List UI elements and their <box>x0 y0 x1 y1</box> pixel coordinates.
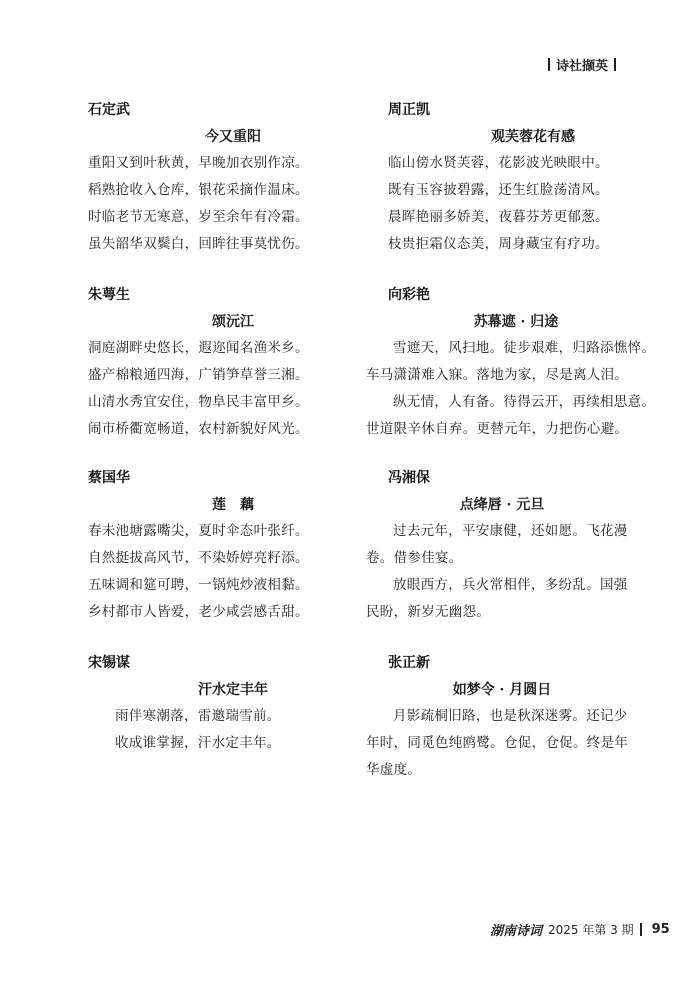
poem-line: 车马潇潇难入寐。落地为家，尽是离人泪。 <box>366 367 629 383</box>
divider-bar <box>614 58 616 71</box>
poem-line: 盛产棉粮通四海，广销笋草誉三湘。 <box>88 367 309 383</box>
poem-line: 雨伴寒潮落，雷邀瑞雪前。 <box>115 708 281 724</box>
page-footer <box>490 920 670 939</box>
poem-title: 汗水定丰年 <box>198 682 268 698</box>
poem-author: 宋锡谋 <box>88 655 130 671</box>
poem-line: 收成谁掌握，汗水定丰年。 <box>115 735 281 751</box>
divider-bar <box>640 923 642 936</box>
poem-line: 临山傍水贤芙蓉，花影波光映眼中。 <box>388 155 609 171</box>
poem-title: 如梦令 · 月圆日 <box>452 682 552 698</box>
poem-line: 枝贵拒霜仪态美，周身藏宝有疗功。 <box>388 236 609 252</box>
poem-title: 苏幕遮 · 归途 <box>473 314 559 330</box>
poem-line: 五味调和筵可聘，一锅炖炒液相黏。 <box>88 577 309 593</box>
poem-block <box>88 468 378 626</box>
poem-block <box>88 653 378 757</box>
poem-title: 点绛唇 · 元旦 <box>459 497 545 513</box>
poem-title: 观芙蓉花有感 <box>491 129 575 145</box>
poem-line: 重阳又到叶秋黄，早晚加衣别作凉。 <box>88 155 309 171</box>
poem-block <box>366 468 638 626</box>
poem-line: 时临老节无寒意，岁至余年有冷霜。 <box>88 209 309 225</box>
poem-author: 朱萼生 <box>88 287 130 303</box>
poem-title: 颂沅江 <box>212 314 254 330</box>
poem-line: 过去元年，平安康健，还如愿。飞花漫卷。借参佳宴。 <box>366 523 628 566</box>
poem-line: 闹市桥衢宽畅道，农村新貌好风光。 <box>88 421 309 437</box>
poem-block <box>366 285 666 443</box>
poem-line: 放眼西方，兵火常相伴，多纷乱。国强民盼，新岁无幽怨。 <box>366 577 628 620</box>
poem-block <box>88 100 378 258</box>
poem-author: 蔡国华 <box>88 470 130 486</box>
poem-block <box>388 100 678 258</box>
poem-line: 世道限辛休自弃。更替元年，力把伤心避。 <box>366 421 629 437</box>
poem-line: 雪遮天，风扫地。徒步艰难，归路添憔悴。 <box>393 340 656 356</box>
poem-line: 洞庭湖畔史悠长，遐迩闻名渔米乡。 <box>88 340 309 356</box>
poem-line: 山清水秀宜安住，物阜民丰富甲乡。 <box>88 394 309 410</box>
poem-line: 春未池塘露嘴尖，夏时伞态叶张纤。 <box>88 523 309 539</box>
poem-title: 莲 藕 <box>212 497 254 513</box>
poem-author: 向彩艳 <box>388 287 430 303</box>
poem-author: 张正新 <box>388 655 430 671</box>
page-number: 95 <box>651 922 670 937</box>
section-tag <box>548 55 616 74</box>
poem-line: 晨晖艳丽多娇美，夜暮芬芳更郁葱。 <box>388 209 609 225</box>
poem-title: 今又重阳 <box>205 129 261 145</box>
poem-author: 石定武 <box>88 102 130 118</box>
issue-label: 2025 年第 3 期 <box>548 923 634 937</box>
poem-line: 虽失韶华双鬓白，回眸往事莫忧伤。 <box>88 236 309 252</box>
poem-line: 自然挺拔高风节，不染娇婷亮籽添。 <box>88 550 309 566</box>
divider-bar <box>548 58 550 71</box>
poem-line: 纵无情，人有备。待得云开，再续相思意。 <box>393 394 656 410</box>
poem-line: 稻熟抢收入仓库，银花采摘作温床。 <box>88 182 309 198</box>
poem-line: 乡村都市人皆爱，老少咸尝感舌甜。 <box>88 604 309 620</box>
poem-line: 既有玉容披碧露，还生红脸荡清风。 <box>388 182 609 198</box>
section-title: 诗社撷英 <box>556 59 609 74</box>
magazine-logo: 湖南诗词 <box>490 924 543 939</box>
poem-block <box>366 653 638 784</box>
poem-author: 周正凯 <box>388 102 430 118</box>
poem-block <box>88 285 378 443</box>
poem-author: 冯湘保 <box>388 470 430 486</box>
poem-line: 月影疏桐旧路，也是秋深迷雾。还记少年时，同觅色纯鸥鹭。仓促，仓促。终是年华虚度。 <box>366 708 629 778</box>
